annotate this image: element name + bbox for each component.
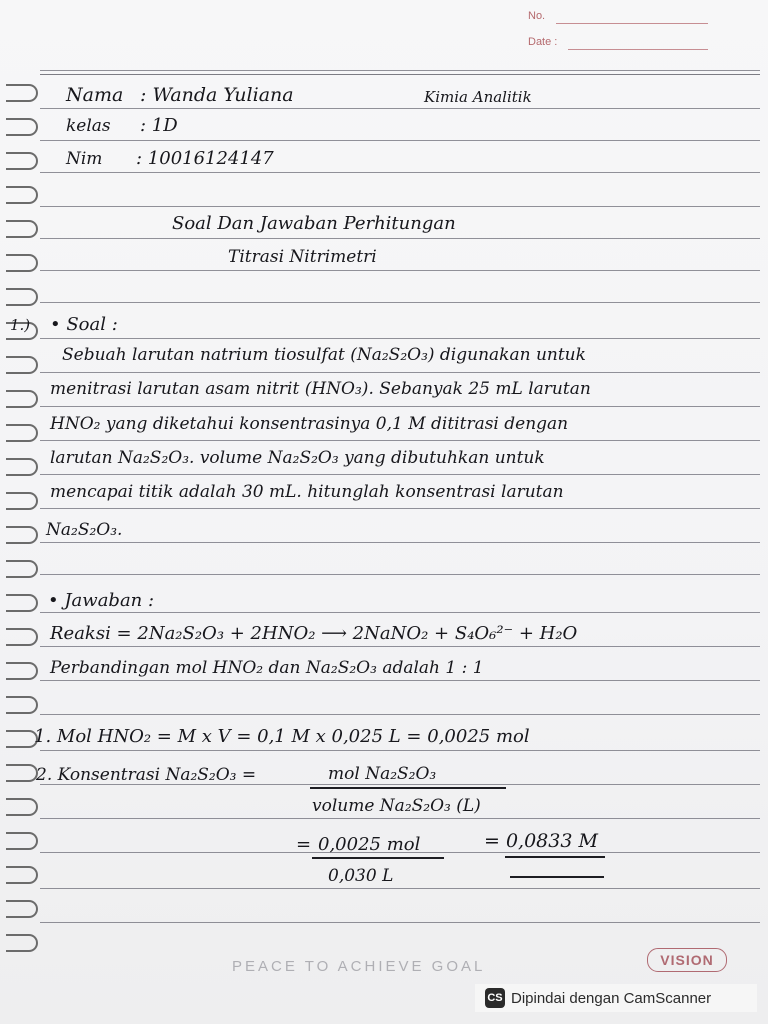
title-line-1: Soal Dan Jawaban Perhitungan bbox=[172, 213, 456, 234]
step-2-label: 2. Konsentrasi Na₂S₂O₃ = bbox=[36, 765, 257, 785]
camscanner-watermark bbox=[475, 984, 757, 1012]
binder-hole bbox=[6, 220, 38, 238]
binder-hole bbox=[6, 152, 38, 170]
ruled-line bbox=[40, 338, 760, 339]
binder-hole bbox=[6, 900, 38, 918]
binder-hole bbox=[6, 526, 38, 544]
nim-value: : 10016124147 bbox=[136, 148, 274, 169]
result-underline-2 bbox=[510, 876, 604, 878]
step-3-numerator: 0,0025 mol bbox=[318, 834, 421, 855]
step-3-equals: = bbox=[296, 834, 312, 855]
ruled-line bbox=[40, 750, 760, 751]
binder-hole bbox=[6, 254, 38, 272]
binder-hole bbox=[6, 84, 38, 102]
binder-hole bbox=[6, 832, 38, 850]
ruled-line bbox=[40, 440, 760, 441]
ruled-line bbox=[40, 406, 760, 407]
ruled-line bbox=[40, 646, 760, 647]
ruled-line bbox=[40, 574, 760, 575]
ruled-line bbox=[40, 140, 760, 141]
ruled-line bbox=[40, 372, 760, 373]
nim-label: Nim bbox=[66, 149, 103, 169]
kelas-label: kelas bbox=[66, 116, 111, 136]
soal-line-4: larutan Na₂S₂O₃. volume Na₂S₂O₃ yang dibutuhkan untuk bbox=[50, 448, 545, 468]
reaction-equation: Reaksi = 2Na₂S₂O₃ + 2HNO₂ ⟶ 2NaNO₂ + S₄O₆²⁻ + H₂O bbox=[50, 623, 578, 644]
footer-slogan: PEACE TO ACHIEVE GOAL bbox=[232, 958, 486, 975]
date-label: Date : bbox=[528, 36, 558, 48]
binder-hole bbox=[6, 356, 38, 374]
ruled-line bbox=[40, 206, 760, 207]
subject: Kimia Analitik bbox=[424, 88, 532, 106]
result-underline-1 bbox=[505, 856, 605, 858]
binder-hole bbox=[6, 696, 38, 714]
ruled-line bbox=[40, 542, 760, 543]
title-line-2: Titrasi Nitrimetri bbox=[228, 247, 377, 267]
ruled-line bbox=[40, 70, 760, 71]
question-number: 1.) bbox=[10, 316, 31, 334]
fraction-bar-2 bbox=[312, 857, 444, 859]
soal-label: • Soal : bbox=[50, 314, 118, 335]
ruled-line bbox=[40, 818, 760, 819]
jawaban-label: • Jawaban : bbox=[48, 590, 155, 611]
soal-line-3: HNO₂ yang diketahui konsentrasinya 0,1 M dititrasi dengan bbox=[50, 414, 569, 434]
ruled-line bbox=[40, 302, 760, 303]
ruled-line bbox=[40, 922, 760, 923]
ruled-line bbox=[40, 74, 760, 75]
binder-hole bbox=[6, 390, 38, 408]
binder-hole bbox=[6, 560, 38, 578]
soal-line-2: menitrasi larutan asam nitrit (HNO₃). Sebanyak 25 mL larutan bbox=[50, 379, 591, 399]
ruled-line bbox=[40, 612, 760, 613]
soal-line-1: Sebuah larutan natrium tiosulfat (Na₂S₂O₃) digunakan untuk bbox=[62, 345, 586, 365]
no-label: No. bbox=[528, 10, 546, 22]
fraction-bar-1 bbox=[310, 787, 506, 789]
soal-line-6: Na₂S₂O₃. bbox=[46, 520, 123, 540]
binder-hole bbox=[6, 764, 38, 782]
binder-hole bbox=[6, 288, 38, 306]
brand-logo: VISION bbox=[647, 948, 727, 972]
ruled-line bbox=[40, 680, 760, 681]
ruled-line bbox=[40, 508, 760, 509]
ruled-line bbox=[40, 172, 760, 173]
ruled-line bbox=[40, 888, 760, 889]
binder-hole bbox=[6, 458, 38, 476]
camscanner-icon: CS bbox=[485, 988, 505, 1008]
final-result: = 0,0833 M bbox=[484, 830, 598, 852]
soal-line-5: mencapai titik adalah 30 mL. hitunglah konsentrasi larutan bbox=[50, 482, 564, 502]
binder-hole bbox=[6, 934, 38, 952]
ruled-line bbox=[40, 270, 760, 271]
step-2-denominator: volume Na₂S₂O₃ (L) bbox=[312, 796, 481, 816]
binder-hole bbox=[6, 866, 38, 884]
ruled-line bbox=[40, 474, 760, 475]
binder-hole bbox=[6, 424, 38, 442]
step-1: 1. Mol HNO₂ = M x V = 0,1 M x 0,025 L = 0,0025 mol bbox=[34, 726, 530, 747]
binder-hole bbox=[6, 492, 38, 510]
binder-hole bbox=[6, 186, 38, 204]
mol-ratio: Perbandingan mol HNO₂ dan Na₂S₂O₃ adalah 1 : 1 bbox=[50, 658, 484, 678]
ruled-line bbox=[40, 714, 760, 715]
ruled-line bbox=[40, 108, 760, 109]
binder-hole bbox=[6, 594, 38, 612]
nama-value: : Wanda Yuliana bbox=[140, 84, 294, 106]
binder-hole bbox=[6, 662, 38, 680]
step-2-numerator: mol Na₂S₂O₃ bbox=[328, 764, 437, 784]
ruled-line bbox=[40, 238, 760, 239]
binder-hole bbox=[6, 798, 38, 816]
binder-hole bbox=[6, 118, 38, 136]
kelas-value: : 1D bbox=[140, 115, 178, 136]
camscanner-text: Dipindai dengan CamScanner bbox=[511, 989, 712, 1007]
step-3-denominator: 0,030 L bbox=[328, 866, 394, 886]
binder-hole bbox=[6, 628, 38, 646]
nama-label: Nama bbox=[66, 84, 124, 106]
